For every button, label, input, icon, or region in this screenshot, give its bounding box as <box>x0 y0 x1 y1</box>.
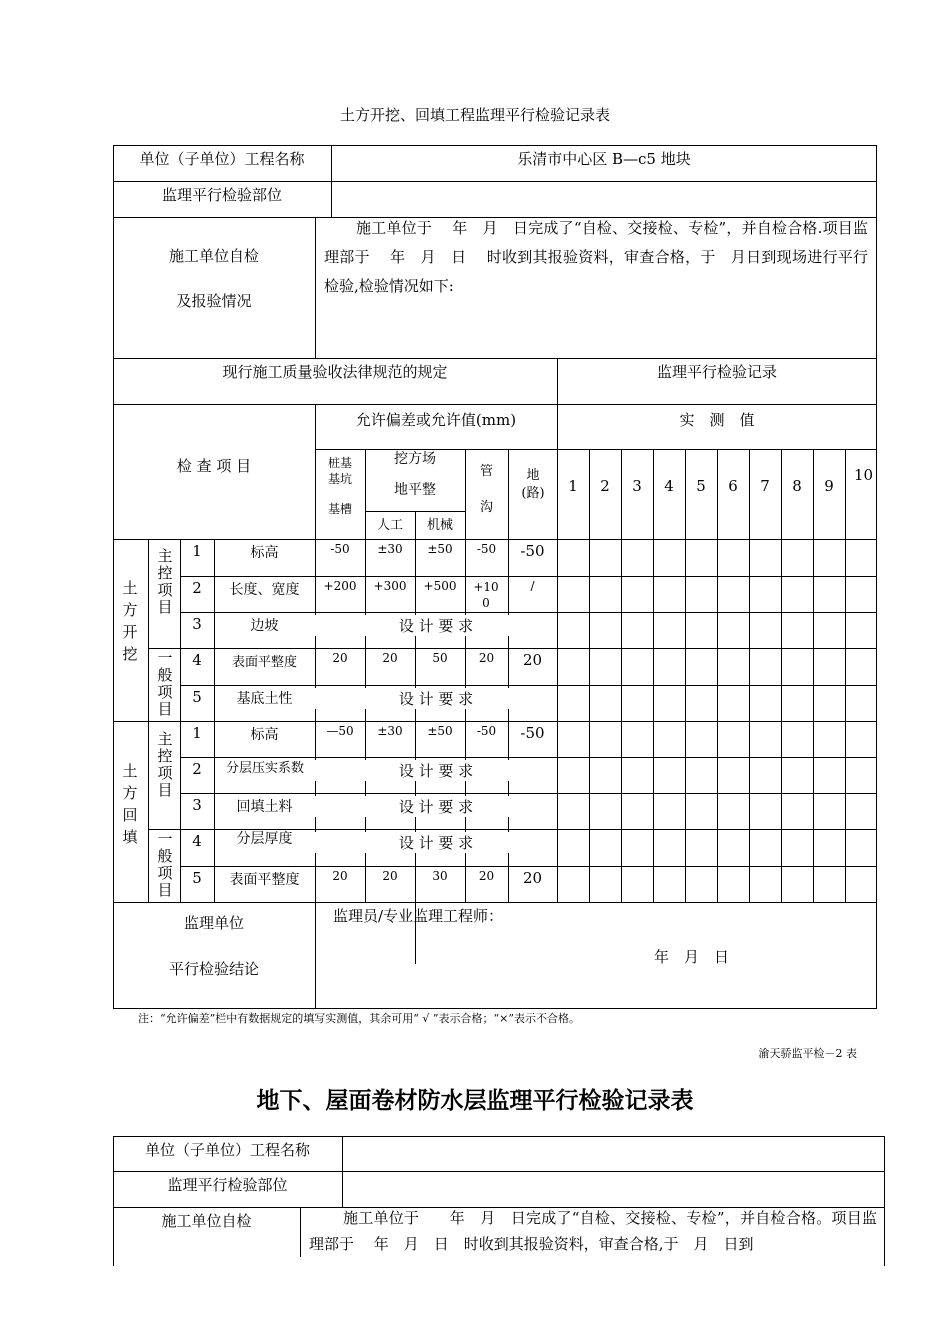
design-requirement: 设 计 要 求 <box>315 688 557 709</box>
row-name: 回填土料 <box>236 799 293 815</box>
conclusion-label-1: 监理单位 <box>183 914 244 932</box>
t2-selfcheck-label: 施工单位自检 <box>161 1212 252 1230</box>
row-name: 标高 <box>250 545 279 561</box>
design-requirement: 设 计 要 求 <box>315 760 557 781</box>
cell: 50 <box>432 651 448 665</box>
cell: 20 <box>382 869 398 883</box>
col-trench: 基槽 <box>327 502 352 516</box>
tolerance-header: 允许偏差或允许值(mm) <box>355 411 517 429</box>
main-items-2: 主控项目 <box>157 730 173 799</box>
row-name: 表面平整度 <box>229 872 300 888</box>
row-no: 3 <box>192 796 202 814</box>
row-no: 5 <box>192 869 202 887</box>
row-no: 2 <box>192 579 202 597</box>
form-code: 渝天骄监平检－2 表 <box>758 1047 857 1060</box>
t2-selfcheck-text: 施工单位于 年 月 日完成了“自检、交接检、专检”，并自检合格。项目监理部于 年 月 日 时收到其报验资料，审查合格,于 月 日到 <box>309 1209 877 1253</box>
cell: 20 <box>522 651 543 669</box>
col-pipe2: 沟 <box>479 500 493 515</box>
row-name: 分层厚度 <box>236 831 293 847</box>
row-name: 表面平整度 <box>231 655 297 670</box>
cell: 20 <box>522 869 543 887</box>
spec-header: 现行施工质量验收法律规范的规定 <box>222 363 448 381</box>
general-items-1: 一般项目 <box>157 649 173 718</box>
design-requirement: 设 计 要 求 <box>315 615 557 636</box>
selfcheck-text: 施工单位于 年 月 日完成了“自检、交接检、专检”，并自检合格.项目监理部于 年 月 日 时收到其报验资料，审查合格，于 月日到现场进行平行检验,检验情况如下: <box>324 219 868 295</box>
table2-title: 地下、屋面卷材防水层监理平行检验记录表 <box>256 1087 694 1114</box>
col-machine: 机械 <box>426 518 453 533</box>
row-no: 4 <box>192 651 202 669</box>
date-label: 年 月 日 <box>654 948 730 966</box>
cell: ±30 <box>377 724 403 738</box>
cell: ±50 <box>427 724 453 738</box>
measure-col-4: 4 <box>664 477 674 495</box>
unit-name-label: 单位（子单位）工程名称 <box>139 150 305 168</box>
cell: -50 <box>520 724 545 742</box>
measured-header: 实 测 值 <box>679 411 755 429</box>
engineer-signature-label: 监理员/专业监理工程师： <box>333 907 504 925</box>
col-pipe: 管 <box>479 464 493 479</box>
measure-col-2: 2 <box>600 477 610 495</box>
row-name: 标高 <box>250 727 279 743</box>
cell: ±30 <box>377 542 403 556</box>
cell: -50 <box>330 542 350 556</box>
col-site2: 地平整 <box>394 482 436 498</box>
unit-name-value: 乐清市中心区 B—c5 地块 <box>517 150 691 168</box>
selfcheck-label-1: 施工单位自检 <box>168 247 259 265</box>
row-name: 长度、宽度 <box>229 582 300 598</box>
t2-unit-name-label: 单位（子单位）工程名称 <box>144 1141 310 1159</box>
measure-col-1: 1 <box>568 477 578 495</box>
measure-col-5: 5 <box>696 477 706 495</box>
cell: —50 <box>326 724 354 738</box>
row-no: 2 <box>192 760 202 778</box>
col-ground: 地(路) <box>521 468 545 501</box>
col-site: 挖方场 <box>394 451 436 467</box>
cell: 20 <box>332 651 348 665</box>
inspection-position-label: 监理平行检验部位 <box>161 186 282 204</box>
measure-col-10: 10 <box>854 466 874 484</box>
selfcheck-label-2: 及报验情况 <box>176 292 252 310</box>
cell: +300 <box>373 579 407 593</box>
row-no: 5 <box>192 688 202 706</box>
conclusion-label-2: 平行检验结论 <box>168 960 259 978</box>
row-no: 1 <box>192 542 202 560</box>
table1-title: 土方开挖、回填工程监理平行检验记录表 <box>339 106 610 124</box>
cell: -50 <box>520 542 545 560</box>
design-requirement: 设 计 要 求 <box>315 832 557 853</box>
cell: +100 <box>473 580 499 610</box>
footnote: 注：“允许偏差”栏中有数据规定的填写实测值，其余可用“ √ ”表示合格；“×”表示不合格。 <box>138 1012 580 1025</box>
measure-col-9: 9 <box>824 477 834 495</box>
cell: -50 <box>476 542 497 556</box>
col-pile: 桩基基坑 <box>327 456 352 486</box>
cell: 20 <box>382 651 398 665</box>
cell: 20 <box>478 651 495 665</box>
row-no: 4 <box>192 832 202 850</box>
measure-col-6: 6 <box>728 477 738 495</box>
group-excavation: 土方开挖 <box>122 579 138 663</box>
cell: ±50 <box>427 542 453 556</box>
row-name: 分层压实系数 <box>226 761 305 776</box>
cell: -50 <box>476 724 497 738</box>
measure-col-3: 3 <box>632 477 642 495</box>
cell: 20 <box>478 869 495 883</box>
row-name: 基底土性 <box>236 691 293 707</box>
cell: 20 <box>332 869 348 883</box>
measure-col-7: 7 <box>760 477 770 495</box>
row-name: 边坡 <box>250 618 279 634</box>
record-header: 监理平行检验记录 <box>656 363 777 381</box>
col-manual: 人工 <box>376 518 403 533</box>
item-header: 检 查 项 目 <box>176 457 252 475</box>
group-backfill: 土方回填 <box>122 762 138 846</box>
t2-inspection-position-label: 监理平行检验部位 <box>167 1176 288 1194</box>
main-items-1: 主控项目 <box>157 547 173 616</box>
row-no: 3 <box>192 615 202 633</box>
design-requirement: 设 计 要 求 <box>315 796 557 817</box>
general-items-2: 一般项目 <box>157 830 173 899</box>
cell: +200 <box>323 579 357 593</box>
cell: +500 <box>423 579 457 593</box>
measure-col-8: 8 <box>792 477 802 495</box>
row-no: 1 <box>192 724 202 742</box>
cell: / <box>530 579 535 593</box>
cell: 30 <box>432 869 448 883</box>
